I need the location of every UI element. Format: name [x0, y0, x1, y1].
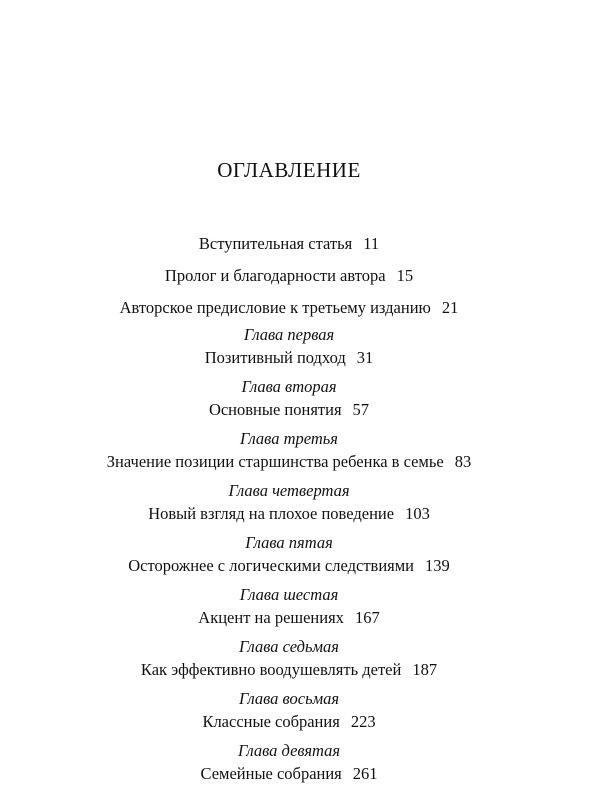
toc-entry-page: 103 — [405, 504, 430, 523]
toc-chapter-2 — [0, 377, 578, 420]
chapter-label: Глава вторая — [241, 377, 337, 396]
toc-entry-page: 57 — [352, 400, 370, 419]
toc-entry-title: Позитивный подход — [204, 348, 346, 367]
toc-entry-title: Классные собрания — [202, 712, 340, 731]
toc-entry-title: Новый взгляд на плохое поведение — [148, 504, 395, 523]
toc-entry-page: 167 — [354, 608, 380, 627]
toc-entry-page: 11 — [363, 234, 380, 253]
toc-entry-page: 83 — [454, 452, 472, 471]
chapter-label: Глава девятая — [237, 741, 341, 760]
toc-chapter-1 — [0, 325, 578, 368]
toc-chapter-8 — [0, 689, 578, 732]
toc-chapter-3 — [0, 429, 578, 472]
toc-entry-prologue — [0, 266, 578, 286]
toc-entry-title: Семейные собрания — [200, 764, 342, 783]
chapter-label: Глава третья — [240, 429, 338, 448]
toc-chapter-7 — [0, 637, 578, 680]
toc-entry-title: Пролог и благодарности автора — [164, 266, 386, 285]
table-of-contents — [0, 234, 578, 793]
toc-chapter-5 — [0, 533, 578, 576]
toc-entry-title: Авторское предисловие к третьему изданию — [119, 298, 431, 317]
toc-entry-page: 21 — [441, 298, 459, 317]
toc-entry-preface — [0, 298, 578, 318]
toc-entry-introductory-article — [0, 234, 578, 254]
toc-entry-title: Осторожнее с логическими следствиями — [128, 556, 415, 575]
chapter-label: Глава первая — [243, 325, 335, 344]
toc-entry-title: Акцент на решениях — [198, 608, 344, 627]
page-title: ОГЛАВЛЕНИЕ — [217, 158, 361, 182]
toc-chapter-4 — [0, 481, 578, 524]
toc-entry-page: 31 — [356, 348, 374, 367]
toc-entry-title: Вступительная статья — [198, 234, 353, 253]
toc-chapter-6 — [0, 585, 578, 628]
toc-entry-title: Как эффективно воодушевлять детей — [140, 660, 402, 679]
chapter-label: Глава четвертая — [228, 481, 350, 500]
toc-entry-page: 139 — [425, 556, 450, 575]
chapter-label: Глава пятая — [245, 533, 333, 552]
toc-chapter-9 — [0, 741, 578, 784]
toc-entry-title: Значение позиции старшинства ребенка в семье — [106, 452, 444, 471]
chapter-label: Глава седьмая — [239, 637, 339, 656]
toc-entry-page: 223 — [350, 712, 376, 731]
toc-entry-title: Основные понятия — [208, 400, 342, 419]
toc-entry-page: 15 — [396, 266, 414, 285]
toc-entry-page: 261 — [352, 764, 378, 783]
toc-entry-page: 187 — [412, 660, 438, 679]
chapter-label: Глава восьмая — [238, 689, 340, 708]
chapter-label: Глава шестая — [239, 585, 339, 604]
